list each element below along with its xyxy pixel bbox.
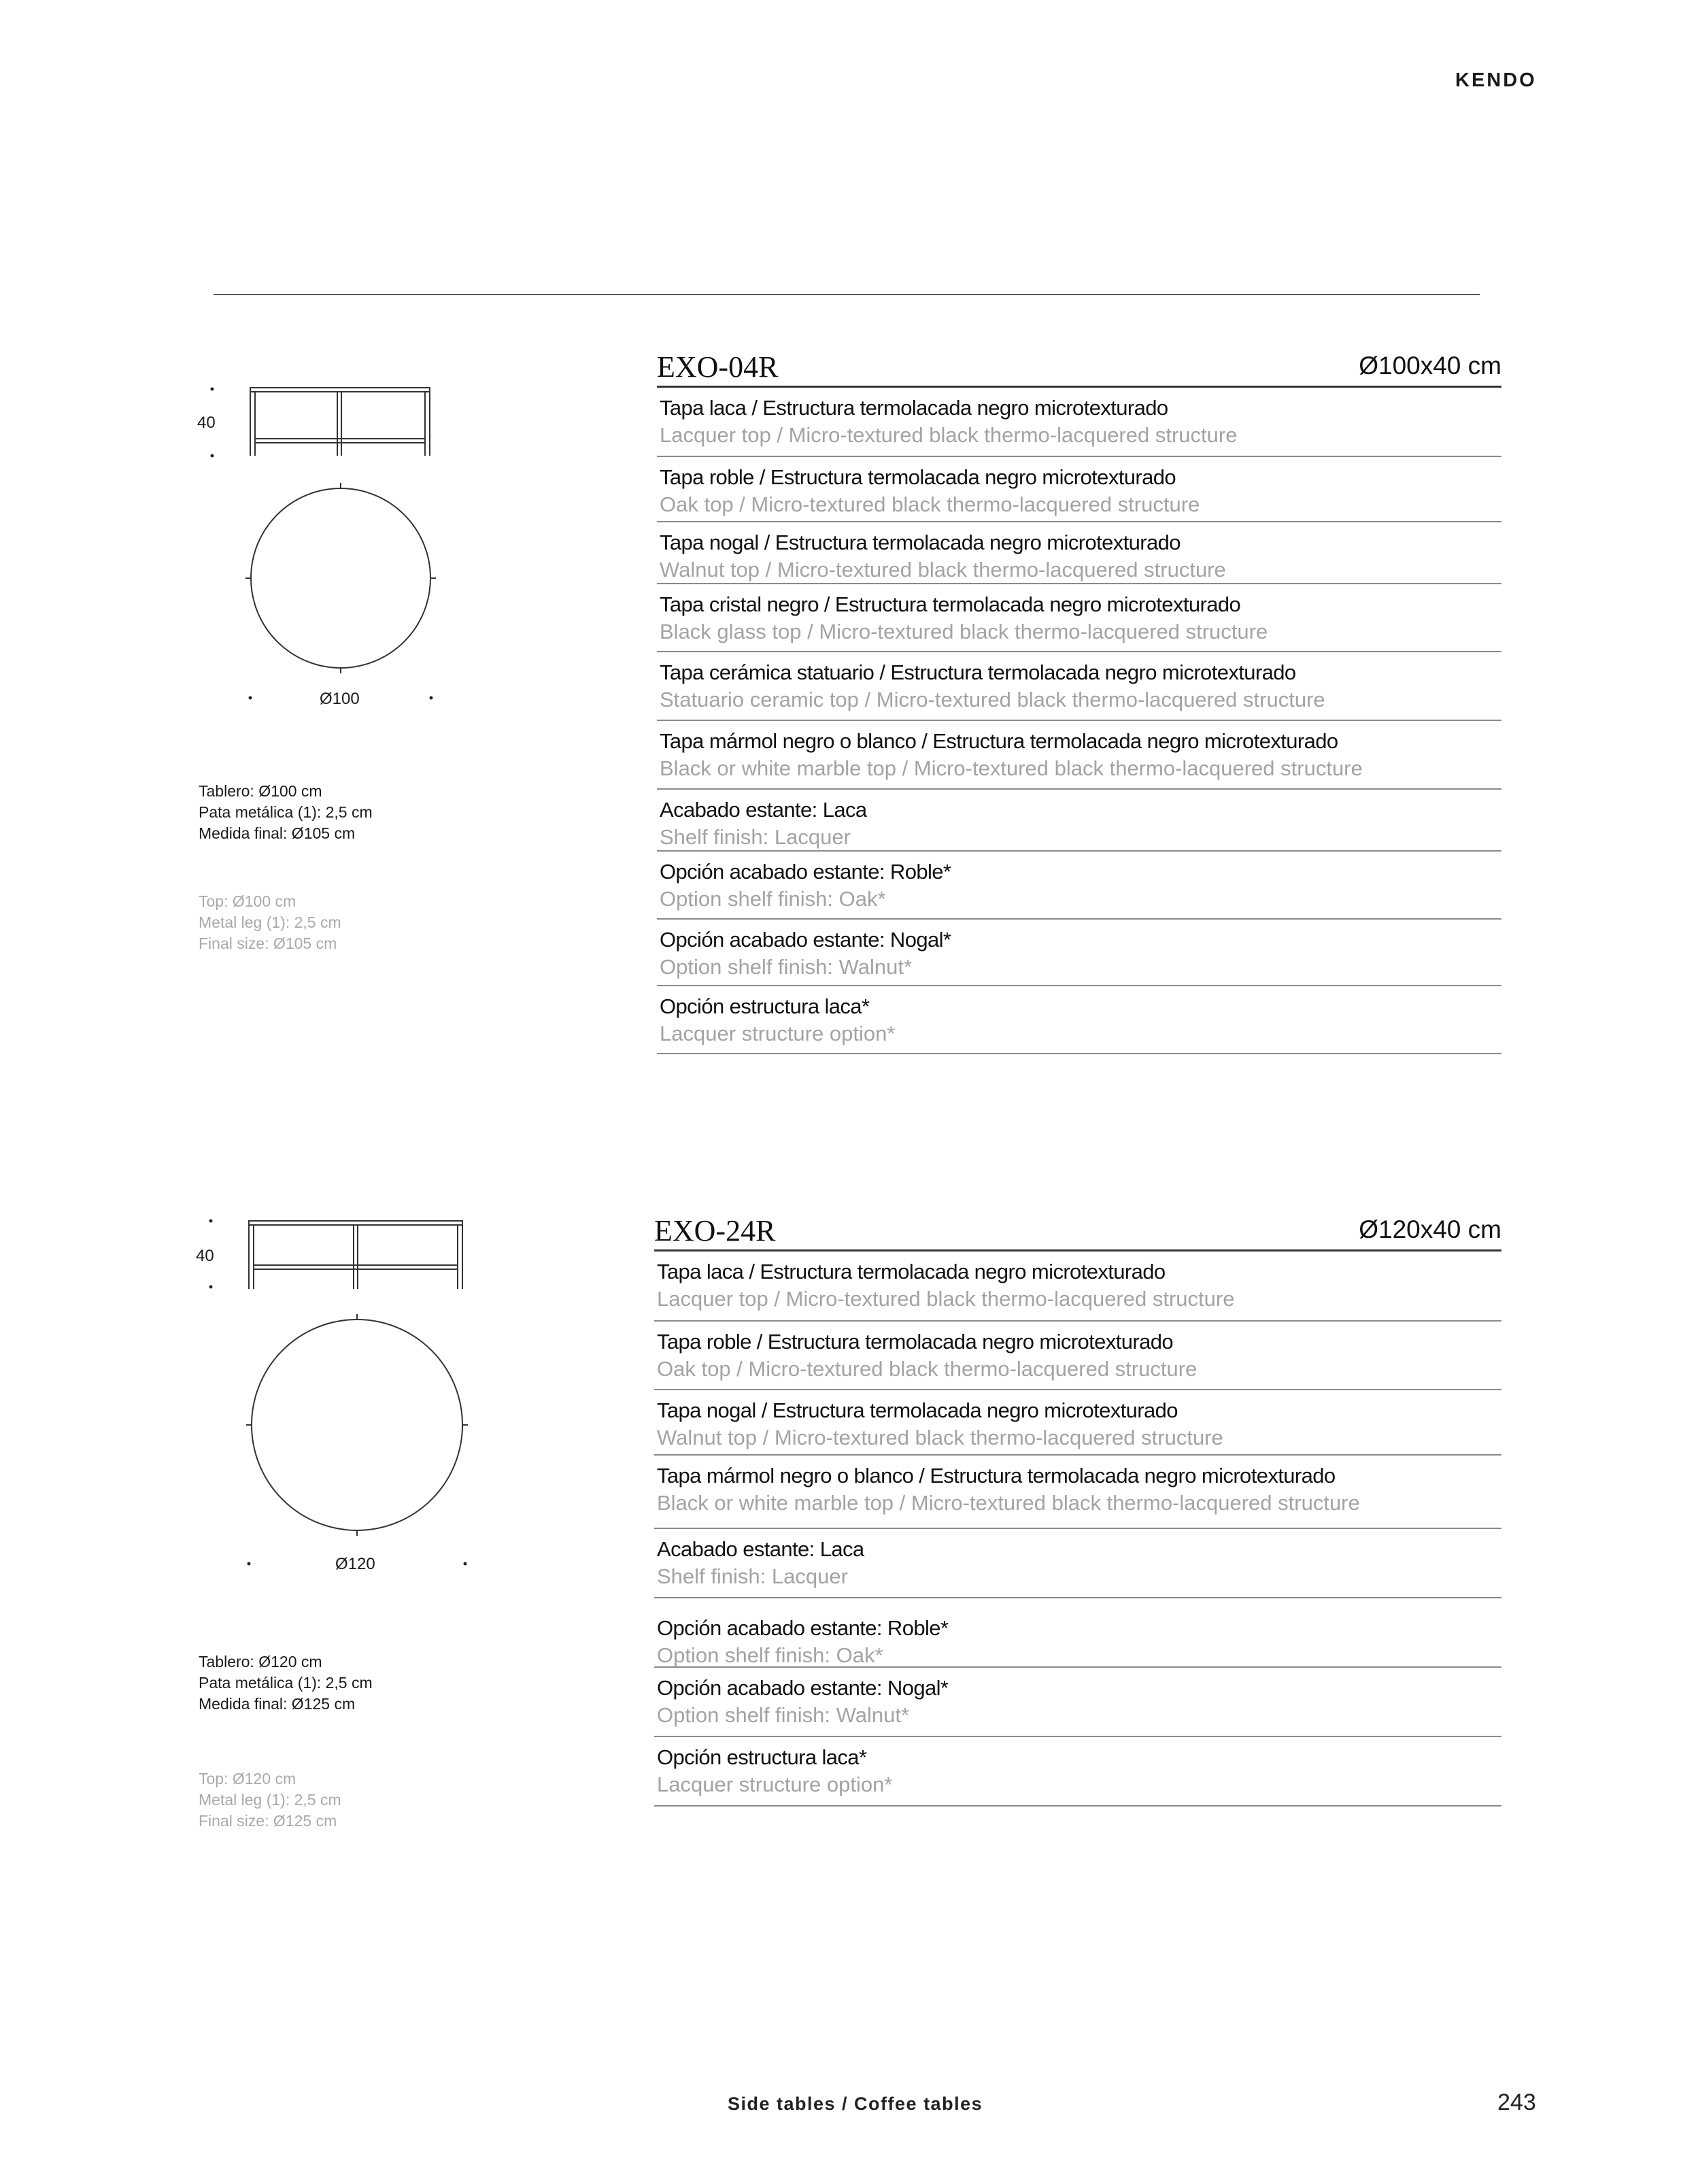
option-es: Acabado estante: Laca — [660, 798, 867, 822]
option-row — [657, 852, 1501, 920]
option-row — [657, 388, 1501, 457]
dimension-notes-en — [199, 1768, 341, 1832]
note-line: Medida final: Ø105 cm — [199, 824, 356, 842]
top-divider — [214, 294, 1480, 295]
diameter-label: Ø100 — [320, 690, 360, 708]
dimension-dot — [209, 1286, 213, 1289]
option-en: Statuario ceramic top / Micro-textured black thermo-lacquered structure — [660, 688, 1325, 711]
option-row — [657, 457, 1501, 522]
option-row — [657, 522, 1501, 584]
option-es: Tapa laca / Estructura termolacada negro microtexturado — [660, 396, 1168, 420]
option-row — [657, 986, 1501, 1054]
option-en: Option shelf finish: Oak* — [657, 1643, 883, 1667]
option-en: Option shelf finish: Walnut* — [657, 1703, 910, 1727]
dimension-notes-es — [199, 781, 373, 844]
spec-header — [654, 1207, 1501, 1251]
note-line: Final size: Ø125 cm — [199, 1812, 337, 1830]
option-es: Tapa nogal / Estructura termolacada negro microtexturado — [660, 531, 1181, 554]
option-es: Opción estructura laca* — [660, 994, 870, 1018]
model-code: EXO-24R — [654, 1214, 776, 1247]
option-row — [657, 652, 1501, 721]
spec-table — [654, 1207, 1501, 1807]
note-line: Pata metálica (1): 2,5 cm — [199, 1674, 373, 1692]
note-line: Tablero: Ø120 cm — [199, 1653, 322, 1670]
height-label: 40 — [197, 414, 216, 432]
spec-table — [657, 343, 1501, 1054]
option-es: Tapa nogal / Estructura termolacada negro microtexturado — [657, 1398, 1178, 1422]
option-row — [657, 920, 1501, 986]
note-line: Final size: Ø105 cm — [199, 935, 337, 952]
option-row — [657, 584, 1501, 652]
technical-drawing — [190, 367, 490, 735]
dimension-dot — [249, 696, 252, 700]
drawing-svg — [190, 1200, 490, 1595]
note-line: Medida final: Ø125 cm — [199, 1695, 356, 1713]
dimension-dot — [464, 1562, 467, 1566]
option-es: Opción acabado estante: Roble* — [657, 1616, 949, 1640]
option-es: Tapa roble / Estructura termolacada negro microtexturado — [660, 465, 1176, 489]
side-elevation — [250, 388, 430, 456]
dimension-dot — [211, 388, 214, 391]
option-es: Tapa mármol negro o blanco / Estructura termolacada negro microtexturado — [660, 729, 1338, 753]
option-row — [657, 721, 1501, 790]
option-en: Walnut top / Micro-textured black thermo-lacquered structure — [660, 558, 1226, 582]
option-en: Lacquer structure option* — [657, 1773, 893, 1796]
page-number: 243 — [1497, 2089, 1536, 2115]
note-line: Pata metálica (1): 2,5 cm — [199, 803, 373, 821]
dimension-notes-es — [199, 1651, 373, 1715]
option-es: Tapa roble / Estructura termolacada negro microtexturado — [657, 1330, 1174, 1354]
side-elevation — [249, 1221, 462, 1289]
option-row — [654, 1529, 1501, 1598]
option-es: Opción acabado estante: Roble* — [660, 860, 951, 884]
option-en: Black or white marble top / Micro-textured black thermo-lacquered structure — [660, 756, 1363, 780]
dimension-dot — [211, 454, 214, 458]
option-en: Lacquer top / Micro-textured black thermo-lacquered structure — [660, 423, 1238, 447]
drawing-svg — [190, 367, 490, 735]
note-line: Top: Ø100 cm — [199, 892, 296, 910]
option-en: Lacquer structure option* — [660, 1022, 896, 1045]
option-row — [654, 1456, 1501, 1529]
top-view — [246, 1314, 468, 1536]
option-en: Shelf finish: Lacquer — [660, 825, 851, 849]
note-line: Metal leg (1): 2,5 cm — [199, 913, 341, 931]
technical-drawing — [190, 1200, 490, 1573]
spec-header — [657, 343, 1501, 388]
option-row — [654, 1390, 1501, 1456]
note-line: Tablero: Ø100 cm — [199, 782, 322, 800]
option-es: Acabado estante: Laca — [657, 1537, 864, 1561]
option-es: Tapa cristal negro / Estructura termolacada negro microtexturado — [660, 592, 1241, 616]
option-es: Opción acabado estante: Nogal* — [660, 928, 951, 952]
option-en: Black glass top / Micro-textured black thermo-lacquered structure — [660, 620, 1268, 643]
height-label: 40 — [196, 1247, 214, 1265]
option-en: Black or white marble top / Micro-textured black thermo-lacquered structure — [657, 1491, 1360, 1515]
option-row — [657, 790, 1501, 852]
model-code: EXO-04R — [657, 350, 779, 384]
option-row — [654, 1598, 1501, 1668]
footer-section-title: Side tables / Coffee tables — [728, 2094, 983, 2114]
model-size: Ø100x40 cm — [1359, 352, 1501, 380]
option-es: Opción acabado estante: Nogal* — [657, 1676, 949, 1700]
option-row — [654, 1322, 1501, 1390]
model-size: Ø120x40 cm — [1359, 1215, 1501, 1243]
note-line: Top: Ø120 cm — [199, 1770, 296, 1787]
option-row — [654, 1737, 1501, 1807]
option-es: Opción estructura laca* — [657, 1745, 867, 1769]
option-en: Oak top / Micro-textured black thermo-lacquered structure — [657, 1357, 1198, 1381]
option-es: Tapa mármol negro o blanco / Estructura termolacada negro microtexturado — [657, 1464, 1336, 1488]
option-en: Lacquer top / Micro-textured black thermo-lacquered structure — [657, 1287, 1235, 1311]
option-en: Shelf finish: Lacquer — [657, 1564, 848, 1588]
diameter-label: Ø120 — [335, 1555, 375, 1573]
dimension-notes-en — [199, 891, 341, 954]
note-line: Metal leg (1): 2,5 cm — [199, 1791, 341, 1809]
option-row — [654, 1668, 1501, 1737]
option-es: Tapa cerámica statuario / Estructura termolacada negro microtexturado — [660, 660, 1296, 684]
brand-name: KENDO — [1455, 69, 1537, 91]
option-en: Option shelf finish: Oak* — [660, 887, 886, 911]
option-en: Oak top / Micro-textured black thermo-lacquered structure — [660, 492, 1200, 516]
option-en: Walnut top / Micro-textured black thermo-lacquered structure — [657, 1426, 1223, 1449]
option-en: Option shelf finish: Walnut* — [660, 955, 913, 979]
dimension-dot — [209, 1220, 213, 1223]
top-view — [245, 483, 436, 673]
option-es: Tapa laca / Estructura termolacada negro microtexturado — [657, 1260, 1166, 1283]
option-row — [654, 1251, 1501, 1322]
dimension-dot — [248, 1562, 251, 1566]
dimension-dot — [430, 696, 433, 700]
